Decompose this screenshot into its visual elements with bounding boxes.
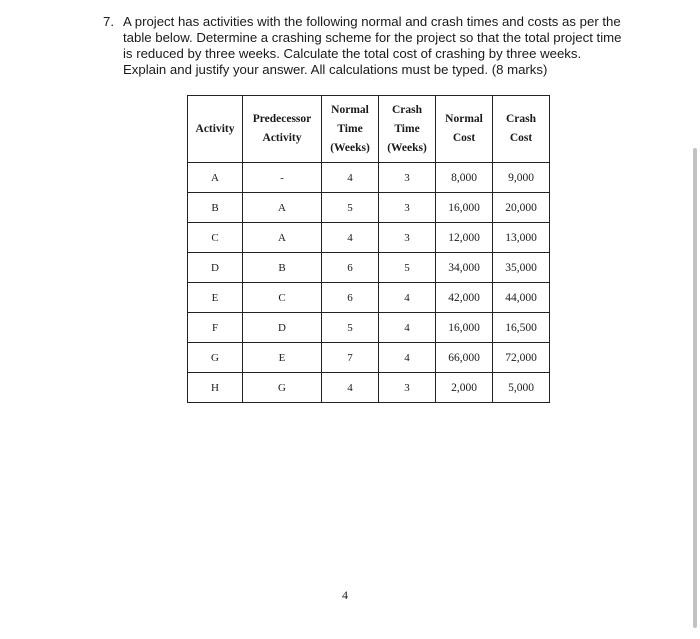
cell-activity: E [188, 283, 243, 313]
cell-normal-time: 4 [322, 163, 379, 193]
cell-crash-cost: 35,000 [493, 253, 550, 283]
cell-normal-time: 6 [322, 253, 379, 283]
cell-crash-cost: 16,500 [493, 313, 550, 343]
cell-crash-cost: 72,000 [493, 343, 550, 373]
cell-normal-time: 5 [322, 313, 379, 343]
cell-normal-cost: 16,000 [436, 313, 493, 343]
cell-predecessor: C [243, 283, 322, 313]
cell-crash-time: 3 [379, 163, 436, 193]
table-row [188, 373, 550, 403]
cell-activity: D [188, 253, 243, 283]
cell-normal-time: 7 [322, 343, 379, 373]
cell-predecessor: - [243, 163, 322, 193]
table-row [188, 193, 550, 223]
header-normal-time: Normal Time (Weeks) [322, 96, 379, 163]
cell-activity: B [188, 193, 243, 223]
cell-crash-cost: 13,000 [493, 223, 550, 253]
cell-normal-cost: 8,000 [436, 163, 493, 193]
cell-crash-time: 3 [379, 193, 436, 223]
table-row [188, 313, 550, 343]
cell-activity: C [188, 223, 243, 253]
cell-activity: H [188, 373, 243, 403]
header-activity: Activity [188, 96, 243, 163]
table-row [188, 283, 550, 313]
page-number: 4 [342, 588, 348, 602]
cell-crash-time: 4 [379, 343, 436, 373]
cell-predecessor: E [243, 343, 322, 373]
cell-predecessor: G [243, 373, 322, 403]
cell-activity: F [188, 313, 243, 343]
header-normal-cost: Normal Cost [436, 96, 493, 163]
cell-crash-cost: 9,000 [493, 163, 550, 193]
question-block [103, 14, 623, 78]
cell-predecessor: D [243, 313, 322, 343]
cell-crash-cost: 20,000 [493, 193, 550, 223]
cell-crash-cost: 44,000 [493, 283, 550, 313]
cell-predecessor: B [243, 253, 322, 283]
cell-normal-time: 4 [322, 373, 379, 403]
scrollbar[interactable] [690, 0, 700, 639]
cell-predecessor: A [243, 223, 322, 253]
cell-normal-cost: 12,000 [436, 223, 493, 253]
cell-normal-cost: 34,000 [436, 253, 493, 283]
cell-normal-cost: 16,000 [436, 193, 493, 223]
cell-crash-time: 3 [379, 373, 436, 403]
table-header-row [188, 96, 550, 163]
question-number: 7. [103, 14, 114, 29]
cell-normal-time: 5 [322, 193, 379, 223]
cell-activity: G [188, 343, 243, 373]
cell-crash-time: 3 [379, 223, 436, 253]
cell-crash-cost: 5,000 [493, 373, 550, 403]
cell-normal-time: 4 [322, 223, 379, 253]
table-row [188, 163, 550, 193]
cell-normal-cost: 2,000 [436, 373, 493, 403]
activities-table [187, 95, 550, 403]
cell-normal-cost: 42,000 [436, 283, 493, 313]
table-row [188, 223, 550, 253]
question-text: A project has activities with the following normal and crash times and costs as per the table below. Determine a crashing scheme for the project so that the total project time is reduced by three weeks. Calculate the total cost of crashing by three weeks. Explain and justify your answer. All calculations must be typed. (8 marks) [123, 14, 622, 77]
header-crash-time: Crash Time (Weeks) [379, 96, 436, 163]
cell-normal-time: 6 [322, 283, 379, 313]
table-row [188, 343, 550, 373]
header-crash-cost: Crash Cost [493, 96, 550, 163]
cell-crash-time: 5 [379, 253, 436, 283]
table-row [188, 253, 550, 283]
cell-activity: A [188, 163, 243, 193]
header-predecessor: Predecessor Activity [243, 96, 322, 163]
scrollbar-thumb[interactable] [693, 148, 697, 628]
cell-predecessor: A [243, 193, 322, 223]
cell-crash-time: 4 [379, 313, 436, 343]
cell-normal-cost: 66,000 [436, 343, 493, 373]
cell-crash-time: 4 [379, 283, 436, 313]
